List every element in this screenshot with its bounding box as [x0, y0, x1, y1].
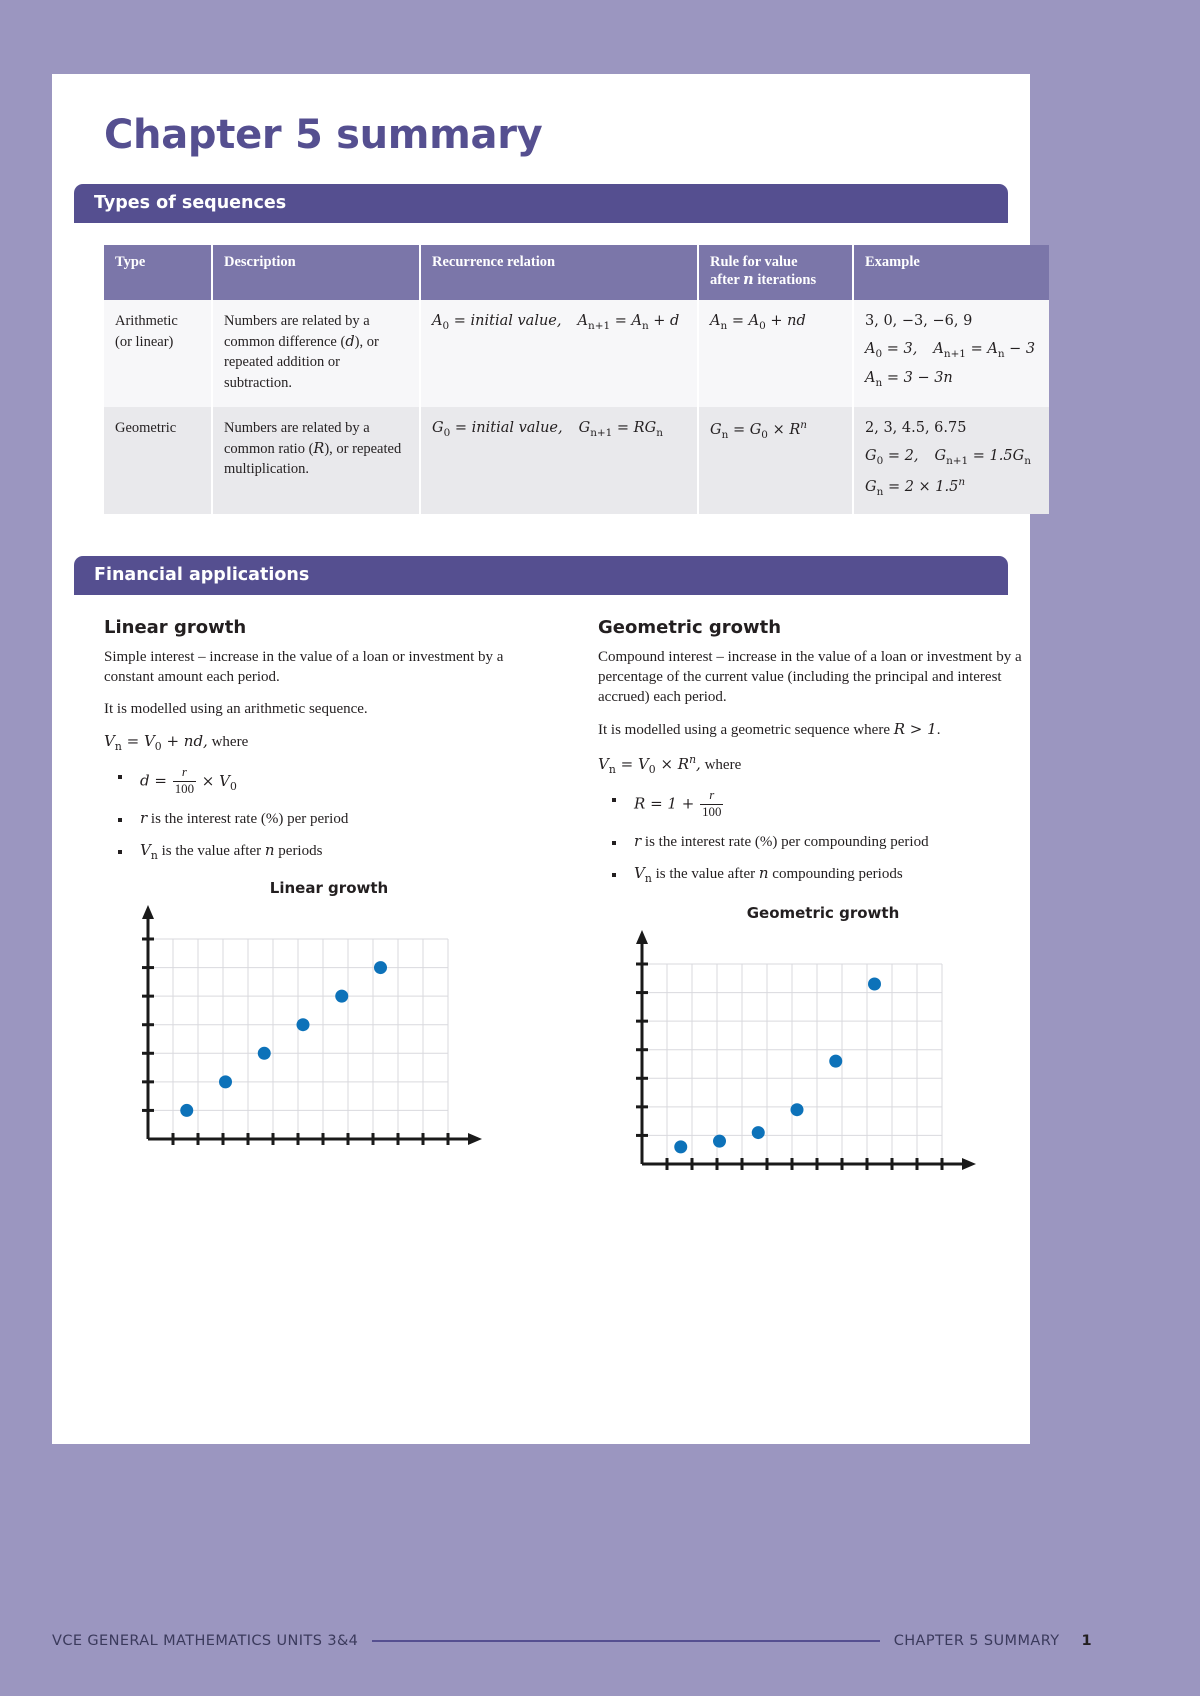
linear-growth-column	[104, 613, 554, 1192]
types-of-sequences-table	[104, 245, 1049, 514]
column-header-description: Description	[212, 245, 420, 300]
financial-applications-section	[74, 556, 1008, 595]
geometric-growth-plot	[628, 930, 1018, 1192]
footer-right-text: CHAPTER 5 SUMMARY	[893, 1633, 1060, 1649]
cell-example-arithmetic: 3, 0, −3, −6, 9 $A_0 = 3$, $A_{n+1} = A_n - 3$ $A_n = 3 - 3n$	[853, 300, 1049, 407]
footer-page-number: 1	[1081, 1633, 1092, 1649]
table-row-geometric	[104, 407, 1049, 514]
linear-growth-formula: $V_n = V_0$ + nd, where	[104, 731, 249, 753]
footer-left-text: VCE GENERAL MATHEMATICS UNITS 3&4	[52, 1633, 359, 1649]
linear-growth-chart-title: Linear growth	[269, 879, 389, 898]
page-title: Chapter 5 summary	[104, 112, 543, 158]
list-item: r is the interest rate (%) per period	[118, 809, 554, 830]
list-item: r is the interest rate (%) per compounding period	[612, 832, 1048, 853]
types-of-sequences-section	[74, 184, 1008, 223]
cell-type-arithmetic: Arithmetic (or linear)	[104, 300, 212, 407]
page-sheet	[52, 74, 1036, 1444]
page-footer	[52, 1633, 1092, 1649]
example-sequence-geometric: 2, 3, 4.5, 6.75	[865, 420, 967, 437]
cell-recurrence-geometric: $G_0$ = initial value, $G_{n+1} = RG_n$	[420, 407, 698, 514]
geometric-growth-bullets	[598, 789, 1048, 886]
section-banner-financial: Financial applications	[74, 556, 1008, 595]
footer-divider	[372, 1640, 879, 1642]
table-header-row	[104, 245, 1049, 300]
geometric-growth-chart	[598, 904, 1048, 1192]
linear-growth-heading: Linear growth	[104, 617, 247, 639]
geometric-growth-para2: It is modelled using a geometric sequence where R > 1.	[598, 719, 941, 738]
table-row-arithmetic	[104, 300, 1049, 407]
geometric-growth-chart-title: Geometric growth	[746, 904, 900, 923]
cell-recurrence-arithmetic: $A_0$ = initial value, $A_{n+1} = A_n + d$	[420, 300, 698, 407]
example-sequence-arithmetic: 3, 0, −3, −6, 9	[865, 313, 973, 329]
geometric-growth-heading: Geometric growth	[598, 617, 782, 639]
geometric-growth-para1: Compound interest – increase in the value of a loan or investment by a percentage of the current value (including the principal and interest accrued) each period.	[598, 649, 1022, 705]
linear-growth-plot	[134, 905, 524, 1167]
geometric-growth-column	[598, 613, 1048, 1192]
section-banner-types: Types of sequences	[74, 184, 1008, 223]
geometric-growth-formula: $V_n = V_0 \times R^n$, where	[598, 752, 742, 776]
cell-type-geometric: Geometric	[104, 407, 212, 514]
cell-example-geometric: 2, 3, 4.5, 6.75 $G_0 = 2$, $G_{n+1} = 1.5G_n$ $G_n = 2 \times 1.5^n$	[853, 407, 1049, 514]
cell-description-arithmetic: Numbers are related by a common difference (d), or repeated addition or subtraction.	[212, 300, 420, 407]
list-item: R = 1 + $\frac{r}{100}$	[612, 789, 1048, 819]
cell-description-geometric: Numbers are related by a common ratio (R), or repeated multiplication.	[212, 407, 420, 514]
column-header-example: Example	[853, 245, 1049, 300]
column-header-type: Type	[104, 245, 212, 300]
list-item: d = $\frac{r}{100}$ × $V_0$	[118, 766, 554, 796]
linear-growth-bullets	[104, 766, 554, 863]
linear-growth-para2: It is modelled using an arithmetic sequence.	[104, 701, 368, 717]
cell-rule-geometric: $G_n = G_0 \times R^n$	[698, 407, 853, 514]
linear-growth-chart	[104, 879, 554, 1167]
linear-growth-para1: Simple interest – increase in the value of a loan or investment by a constant amount each period.	[104, 649, 504, 686]
list-item: $V_n$ is the value after n compounding periods	[612, 864, 1048, 886]
column-header-recurrence-relation: Recurrence relation	[420, 245, 698, 300]
cell-rule-arithmetic: $A_n = A_0$ + nd	[698, 300, 853, 407]
column-header-rule-for-value: Rule for value after n iterations	[698, 245, 853, 300]
list-item: $V_n$ is the value after n periods	[118, 841, 554, 863]
